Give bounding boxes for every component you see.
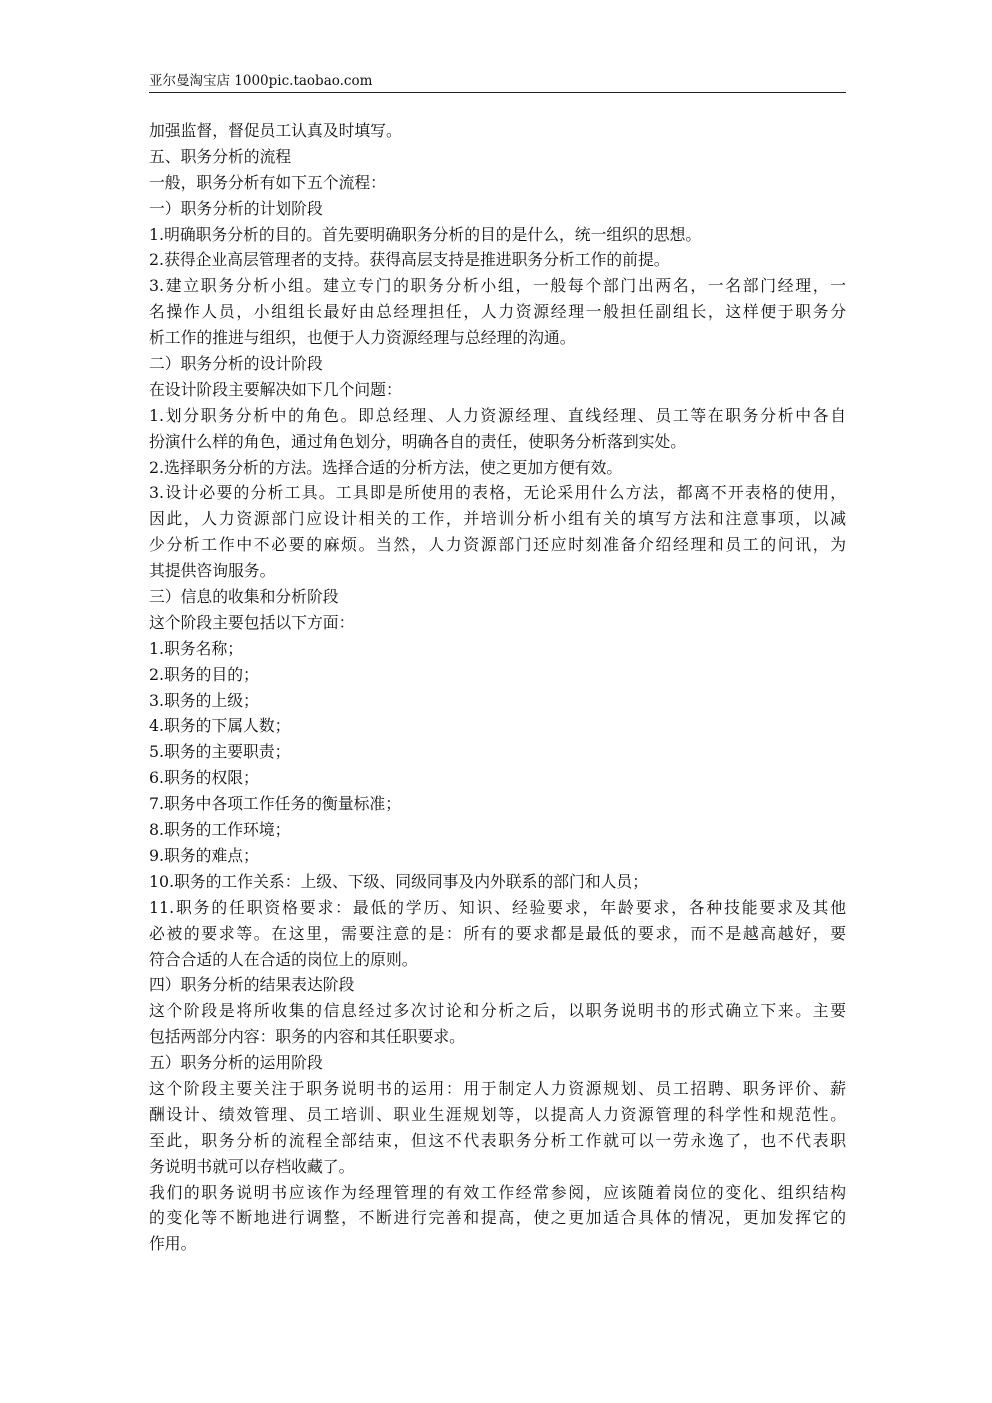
text-line: 务说明书就可以存档收藏了。 bbox=[149, 1156, 355, 1176]
text-line: 2.获得企业高层管理者的支持。获得高层支持是推进职务分析工作的前提。 bbox=[149, 250, 670, 270]
text-line: 3.职务的上级； bbox=[149, 690, 259, 710]
text-line: 3.建立职务分析小组。建立专门的职务分析小组，一般每个部门出两名，一名部门经理，一 bbox=[149, 276, 846, 296]
text-line: 必被的要求等。在这里，需要注意的是：所有的要求都是最低的要求，而不是越高越好，要 bbox=[149, 923, 846, 943]
text-line: 这个阶段主要包括以下方面： bbox=[149, 612, 355, 632]
text-line: 2.职务的目的； bbox=[149, 664, 259, 684]
text-line: 5.职务的主要职责； bbox=[149, 742, 291, 762]
text-line: 三）信息的收集和分析阶段 bbox=[149, 587, 339, 607]
text-line: 的变化等不断地进行调整，不断进行完善和提高，使之更加适合具体的情况，更加发挥它的 bbox=[149, 1208, 846, 1228]
text-line: 少分析工作中不必要的麻烦。当然，人力资源部门还应时刻准备介绍经理和员工的问讯，为 bbox=[149, 535, 846, 555]
text-line: 因此，人力资源部门应设计相关的工作，并培训分析小组有关的填写方法和注意事项，以减 bbox=[149, 509, 846, 529]
text-line: 加强监督，督促员工认真及时填写。 bbox=[149, 121, 402, 140]
text-line: 包括两部分内容：职务的内容和其任职要求。 bbox=[149, 1027, 465, 1047]
text-line: 3.设计必要的分析工具。工具即是所使用的表格，无论采用什么方法，都离不开表格的使用， bbox=[149, 483, 846, 503]
text-line: 这个阶段主要关注于职务说明书的运用：用于制定人力资源规划、员工招聘、职务评价、薪 bbox=[149, 1078, 846, 1098]
text-line: 一般，职务分析有如下五个流程： bbox=[149, 172, 386, 192]
text-line: 五）职务分析的运用阶段 bbox=[149, 1053, 323, 1073]
text-line: 析工作的推进与组织，也便于人力资源经理与总经理的沟通。 bbox=[149, 328, 576, 348]
text-line: 扮演什么样的角色，通过角色划分，明确各自的责任，使职务分析落到实处。 bbox=[149, 431, 687, 451]
text-line: 9.职务的难点； bbox=[149, 845, 259, 865]
text-line: 4.职务的下属人数； bbox=[149, 716, 291, 736]
text-line: 1.明确职务分析的目的。首先要明确职务分析的目的是什么，统一组织的思想。 bbox=[149, 224, 702, 244]
text-line: 至此，职务分析的流程全部结束，但这不代表职务分析工作就可以一劳永逸了，也不代表职 bbox=[149, 1130, 846, 1150]
text-line: 符合合适的人在合适的岗位上的原则。 bbox=[149, 949, 418, 969]
text-line: 酬设计、绩效管理、员工培训、职业生涯规划等，以提高人力资源管理的科学性和规范性。 bbox=[149, 1104, 846, 1124]
text-line: 四）职务分析的结果表达阶段 bbox=[149, 975, 355, 995]
header-text: 亚尔曼淘宝店 1000pic.taobao.com bbox=[149, 73, 373, 89]
text-line: 11.职务的任职资格要求：最低的学历、知识、经验要求，年龄要求，各种技能要求及其他 bbox=[149, 897, 846, 917]
text-line: 二）职务分析的设计阶段 bbox=[149, 354, 323, 374]
text-line: 名操作人员，小组组长最好由总经理担任，人力资源经理一般担任副组长，这样便于职务分 bbox=[149, 302, 846, 322]
text-line: 作用。 bbox=[149, 1234, 197, 1254]
text-line: 7.职务中各项工作任务的衡量标准； bbox=[149, 794, 402, 814]
text-line: 一）职务分析的计划阶段 bbox=[149, 198, 323, 218]
text-line: 1.职务名称； bbox=[149, 638, 244, 658]
page-header bbox=[149, 70, 846, 93]
text-line: 10.职务的工作关系：上级、下级、同级同事及内外联系的部门和人员； bbox=[149, 871, 649, 891]
text-line: 在设计阶段主要解决如下几个问题： bbox=[149, 379, 402, 399]
text-line: 其提供咨询服务。 bbox=[149, 561, 276, 581]
text-line: 这个阶段是将所收集的信息经过多次讨论和分析之后，以职务说明书的形式确立下来。主要 bbox=[149, 1001, 846, 1021]
text-line: 2.选择职务分析的方法。选择合适的分析方法，使之更加方便有效。 bbox=[149, 457, 623, 477]
text-line: 8.职务的工作环境； bbox=[149, 820, 291, 840]
text-line: 五、职务分析的流程 bbox=[149, 146, 292, 166]
text-line: 1.划分职务分析中的角色。即总经理、人力资源经理、直线经理、员工等在职务分析中各自 bbox=[149, 405, 846, 425]
text-line: 6.职务的权限； bbox=[149, 768, 259, 788]
document-body bbox=[149, 118, 846, 1257]
text-line: 我们的职务说明书应该作为经理管理的有效工作经常参阅，应该随着岗位的变化、组织结构 bbox=[149, 1182, 846, 1202]
